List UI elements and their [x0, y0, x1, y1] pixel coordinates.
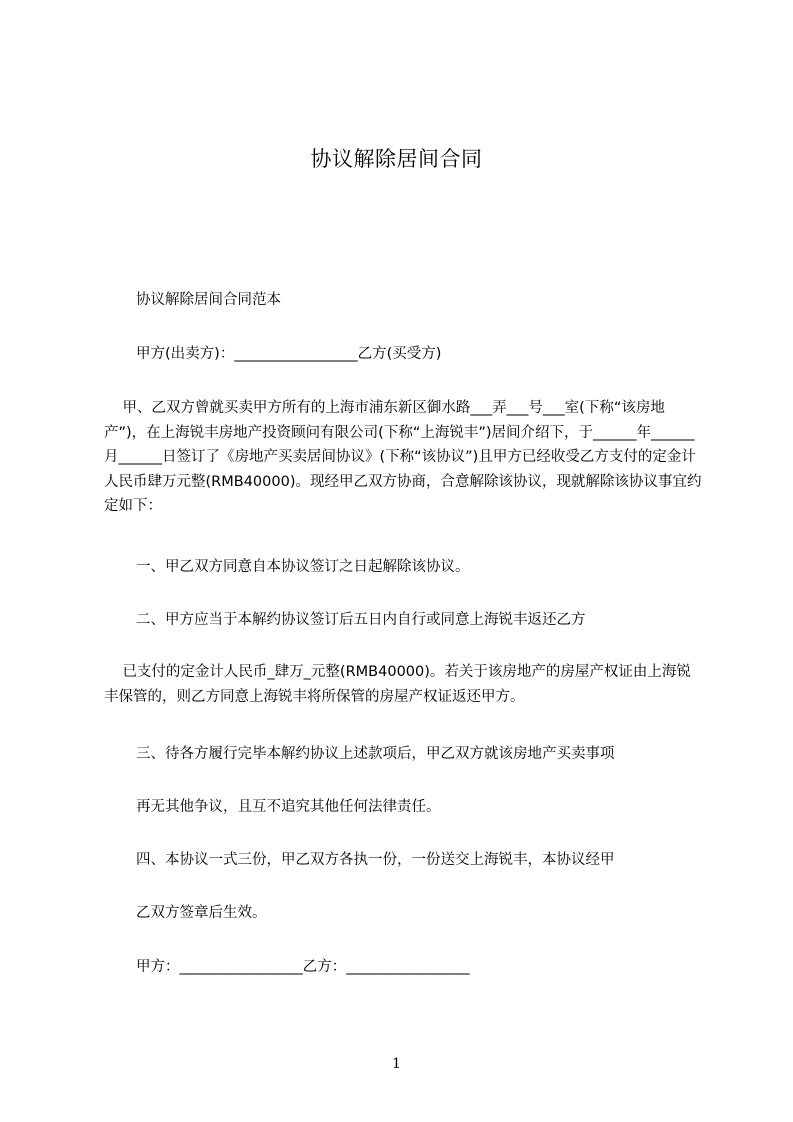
- signature-line: 甲方：_________________乙方：_________________: [136, 959, 470, 975]
- clause-4-line-2: 乙双方签章后生效。: [136, 905, 267, 921]
- clause-4-line-1: 四、本协议一式三份，甲乙双方各执一份，一份送交上海锐丰，本协议经甲: [136, 852, 615, 868]
- clause-1: 一、甲乙双方同意自本协议签订之日起解除该协议。: [136, 559, 470, 575]
- document-title: 协议解除居间合同: [310, 147, 483, 171]
- clause-2-continuation: 已支付的定金计人民币_肆万_元整(RMB40000)。若关于该房地产的房屋产权证由上海锐丰保管的，则乙方同意上海锐丰将所保管的房屋产权证返还甲方。: [104, 664, 691, 705]
- page-number: 1: [392, 1056, 401, 1072]
- document-subtitle: 协议解除居间合同范本: [136, 292, 281, 308]
- clause-3-line-2: 再无其他争议，且互不追究其他任何法律责任。: [136, 799, 441, 815]
- parties-line: 甲方(出卖方)：_________________乙方(买受方): [136, 346, 442, 362]
- preamble-paragraph: 甲、乙双方曾就买卖甲方所有的上海市浦东新区御水路___弄___号___室(下称“该房地产”)，在上海锐丰房地产投资顾问有限公司(下称“上海锐丰”)居间介绍下，于______年______月______日签订了《房地产买卖居间协议》(下称“该协议”)且甲方已经收受乙方支付的定金计人民币肆万元整(RMB40000)。现经甲乙双方协商，合意解除该协议，现就解除该协议事宜约定如下：: [104, 400, 702, 514]
- clause-3-line-1: 三、待各方履行完毕本解约协议上述款项后，甲乙双方就该房地产买卖事项: [136, 746, 615, 762]
- clause-2-line-1: 二、甲方应当于本解约协议签订后五日内自行或同意上海锐丰返还乙方: [136, 612, 586, 628]
